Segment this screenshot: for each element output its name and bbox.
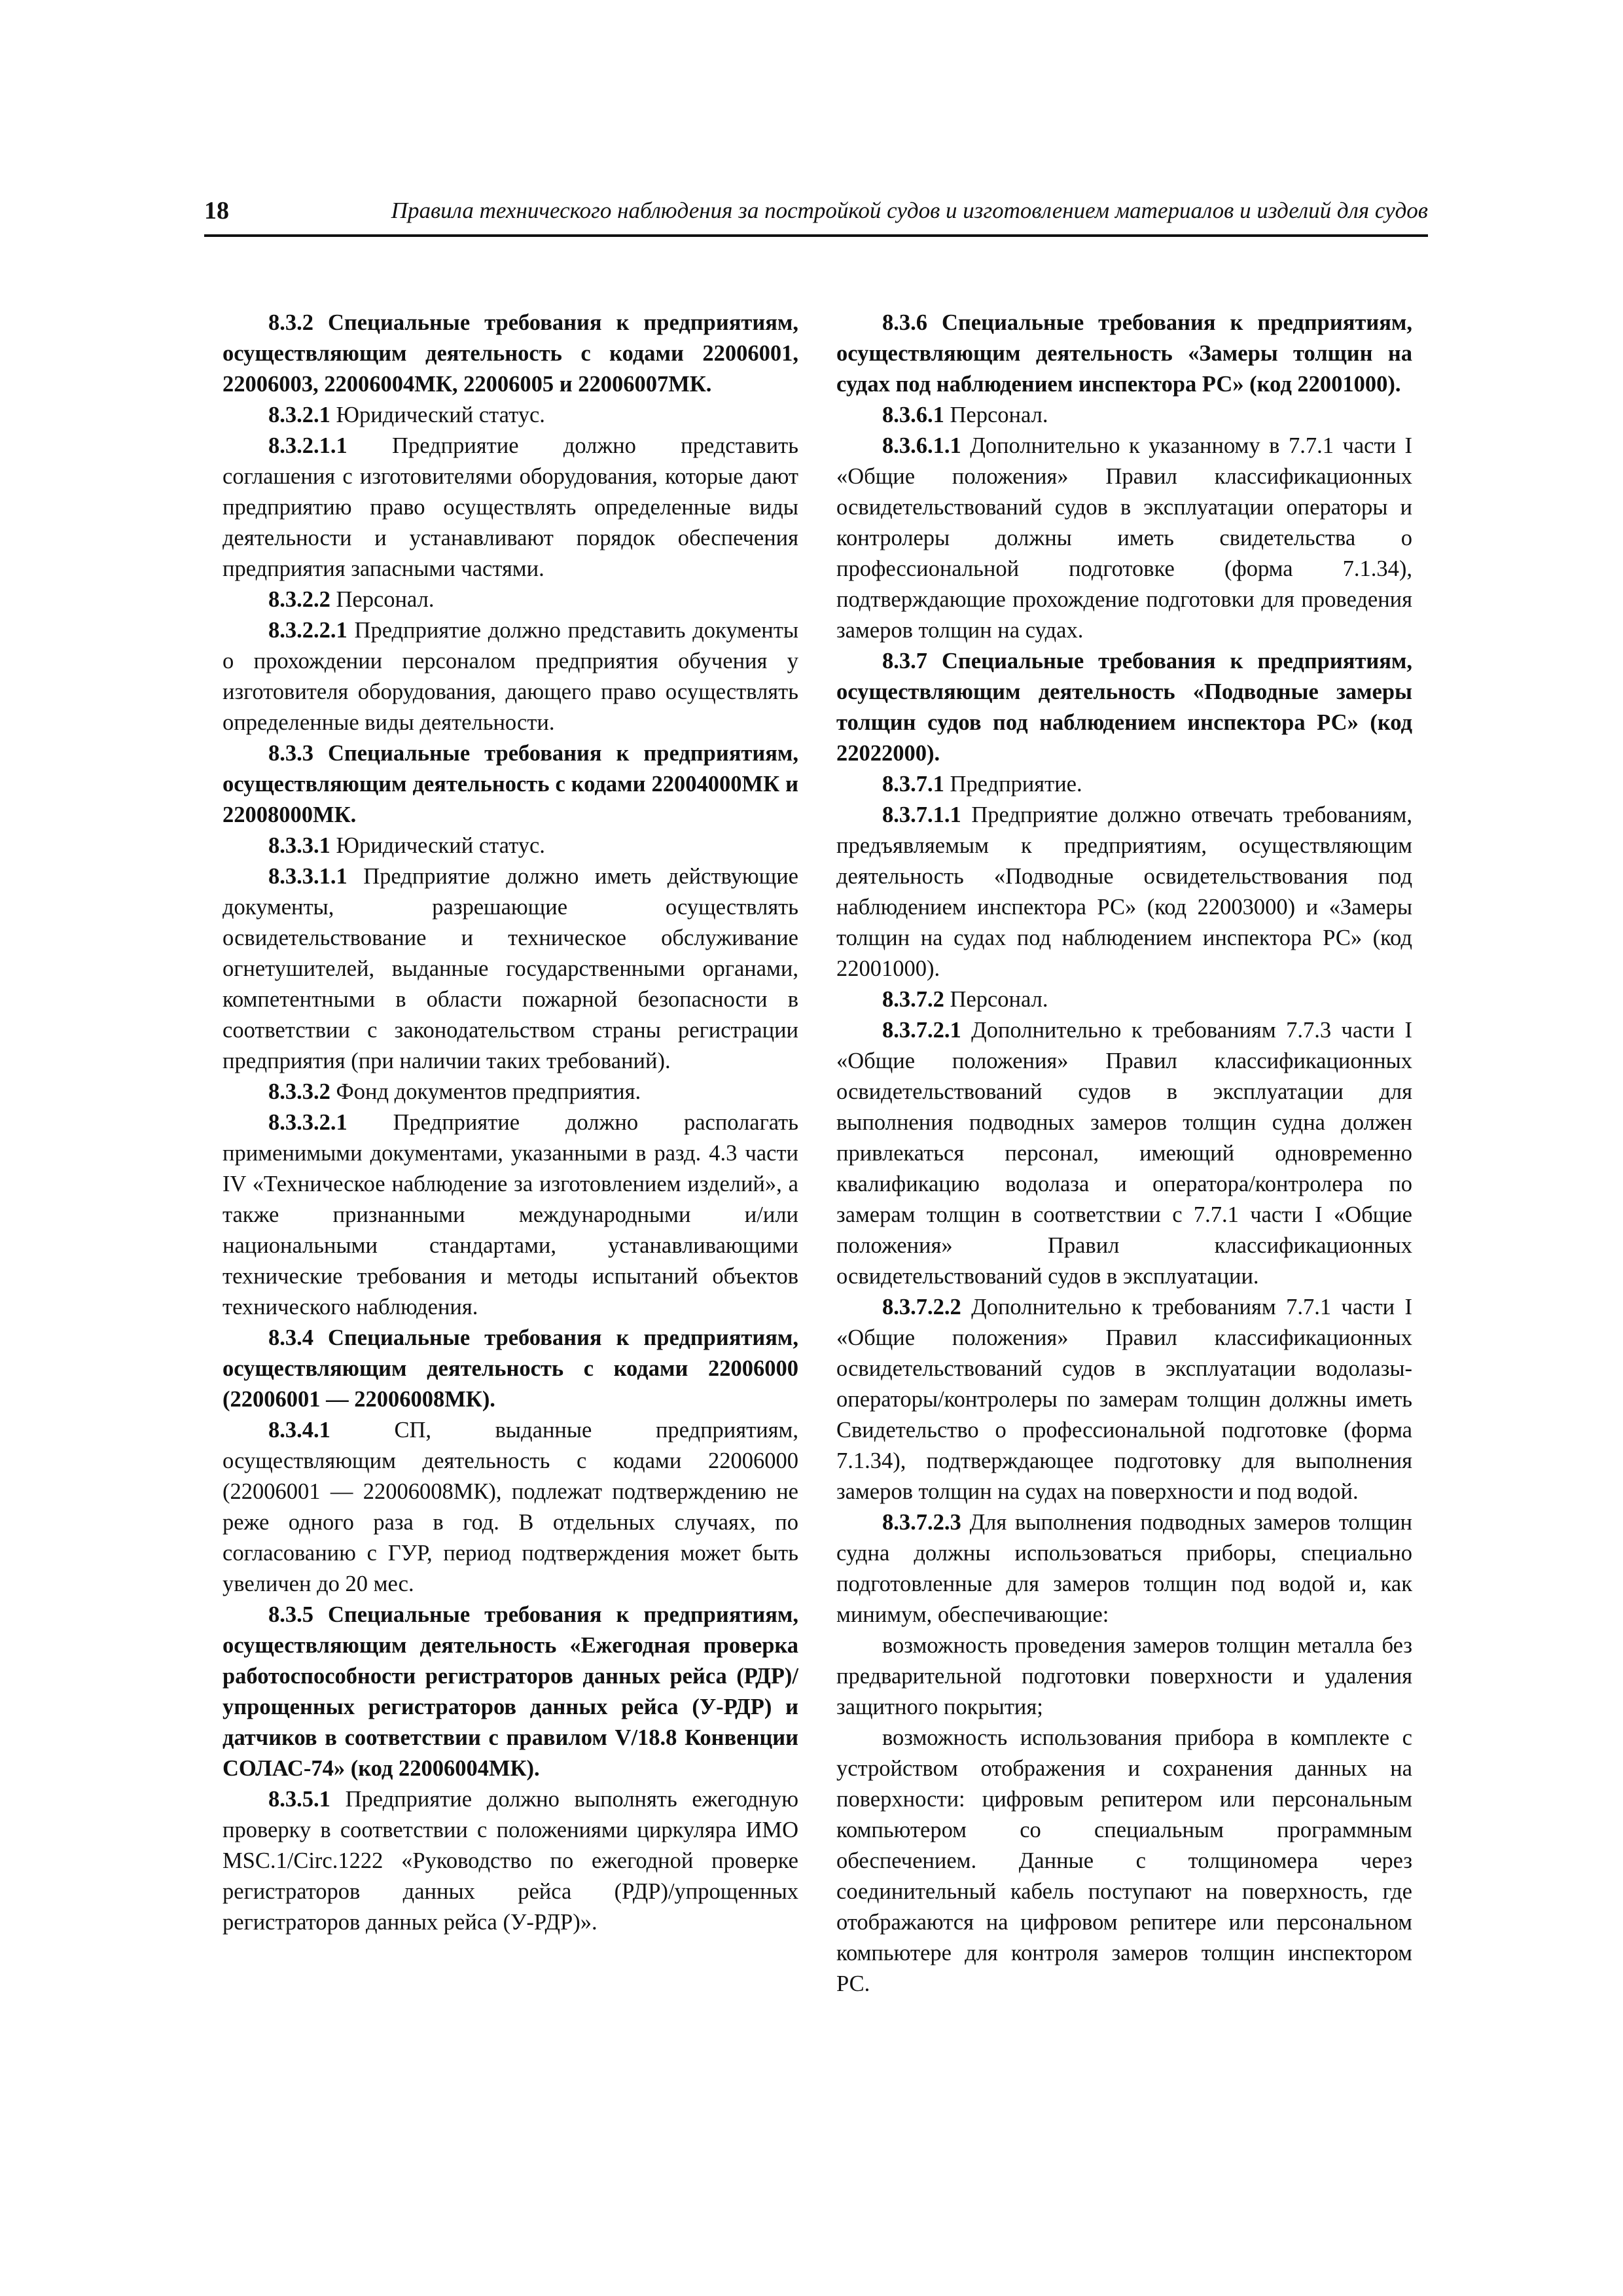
page-number: 18 xyxy=(204,197,229,224)
clause-text: Дополнительно к требованиям 7.7.3 части I «Общие положения» Правил классификационных освидетельствований судов в эксплуатации для выполнения подводных замеров толщин судна должен привлекаться персонал, имеющий одновременно квалификацию водолаза и оператора/контролера по замерам толщин в соответствии с 7.7.1 части I «Общие положения» Правил классификационных освидетельствований судов в эксплуатации. xyxy=(836,1018,1412,1289)
paragraph xyxy=(223,1415,798,1600)
paragraph xyxy=(836,1292,1412,1507)
clause-text: Предприятие должно представить документы о прохождении персоналом предприятия обучения у изготовителя оборудования, дающего право осуществлять определенные виды деятельности. xyxy=(223,618,798,735)
clause-number: 8.3.7.2.1 xyxy=(882,1018,961,1043)
clause-number: 8.3.5.1 xyxy=(268,1787,330,1812)
right-column xyxy=(836,308,1412,2000)
clause-number: 8.3.7.1.1 xyxy=(882,802,961,827)
paragraph xyxy=(836,984,1412,1015)
paragraph xyxy=(223,1077,798,1107)
paragraph xyxy=(223,1107,798,1323)
clause-number: 8.3.7.1 xyxy=(882,772,944,797)
clause-text: Специальные требования к предприятиям, осуществляющим деятельность «Замеры толщин на судах под наблюдением инспектора РС» (код 22001000). xyxy=(836,310,1412,397)
clause-text: Юридический статус. xyxy=(330,833,545,858)
clause-text: Предприятие должно выполнять ежегодную проверку в соответствии с положениями циркуляра ИМО MSC.1/Circ.1222 «Руководство по ежегодной проверке регистраторов данных рейса (РДР)/упрощенных регистраторов данных рейса (У-РДР)». xyxy=(223,1787,798,1935)
clause-text: Предприятие должно располагать применимыми документами, указанными в разд. 4.3 части IV «Техническое наблюдение за изготовлением изделий», а также признанными международными и/или национальными стандартами, устанавливающими технические требования и методы испытаний объектов технического наблюдения. xyxy=(223,1110,798,1319)
paragraph xyxy=(836,308,1412,400)
paragraph xyxy=(836,1507,1412,1630)
paragraph xyxy=(223,861,798,1077)
clause-number: 8.3.7.2 xyxy=(882,987,944,1012)
clause-text: Предприятие. xyxy=(944,772,1082,797)
clause-number: 8.3.7.2.2 xyxy=(882,1295,961,1319)
paragraph xyxy=(223,615,798,738)
clause-number: 8.3.2.2 xyxy=(268,587,330,612)
clause-text: Специальные требования к предприятиям, осуществляющим деятельность с кодами 22006000 (22006001 — 22006008МК). xyxy=(223,1325,798,1412)
clause-number: 8.3.6.1 xyxy=(882,403,944,427)
running-title: Правила технического наблюдения за постройкой судов и изготовлением материалов и изделий для судов xyxy=(391,198,1428,223)
clause-text: Специальные требования к предприятиям, осуществляющим деятельность «Ежегодная проверка работоспособности регистраторов данных рейса (РДР)/упрощенных регистраторов данных рейса (У-РДР) и датчиков в соответствии с правилом V/18.8 Конвенции СОЛАС-74» (код 22006004МК). xyxy=(223,1602,798,1781)
clause-number: 8.3.2.1 xyxy=(268,403,330,427)
paragraph xyxy=(223,831,798,861)
clause-text: возможность проведения замеров толщин металла без предварительной подготовки поверхности и удаления защитного покрытия; xyxy=(836,1633,1412,1719)
clause-text: Предприятие должно представить соглашения с изготовителями оборудования, которые дают предприятию право осуществлять определенные виды деятельности и устанавливают порядок обеспечения предприятия запасными частями. xyxy=(223,433,798,581)
clause-number: 8.3.2.2.1 xyxy=(268,618,348,643)
clause-text: Персонал. xyxy=(944,987,1048,1012)
clause-text: Дополнительно к указанному в 7.7.1 части I «Общие положения» Правил классификационных освидетельствований судов в эксплуатации операторы и контролеры должны иметь свидетельства о профессиональной подготовке (форма 7.1.34), подтверждающие прохождение подготовки для проведения замеров толщин на судах. xyxy=(836,433,1412,643)
paragraph xyxy=(836,1015,1412,1292)
clause-text: Для выполнения подводных замеров толщин судна должны использоваться приборы, специально подготовленные для замеров толщин под водой и, как минимум, обеспечивающие: xyxy=(836,1510,1412,1627)
clause-number: 8.3.3.2.1 xyxy=(268,1110,348,1135)
paragraph xyxy=(836,800,1412,984)
clause-text: Предприятие должно отвечать требованиям, предъявляемым к предприятиям, осуществляющим деятельность «Подводные освидетельствования под наблюдением инспектора РС» (код 22003000) и «Замеры толщин на судах под наблюдением инспектора РС» (код 22001000). xyxy=(836,802,1412,981)
paragraph xyxy=(836,400,1412,431)
clause-number: 8.3.3.1.1 xyxy=(268,864,348,889)
clause-text: Специальные требования к предприятиям, осуществляющим деятельность с кодами 22004000МК и 22008000МК. xyxy=(223,741,798,827)
clause-text: Предприятие должно иметь действующие документы, разрешающие осуществлять освидетельствование и техническое обслуживание огнетушителей, выданные государственными органами, компетентными в области пожарной безопасности в соответствии с законодательством страны регистрации предприятия (при наличии таких требований). xyxy=(223,864,798,1073)
paragraph xyxy=(223,584,798,615)
clause-number: 8.3.6 xyxy=(882,310,927,335)
clause-number: 8.3.5 xyxy=(268,1602,313,1627)
clause-number: 8.3.6.1.1 xyxy=(882,433,961,458)
clause-number: 8.3.3.2 xyxy=(268,1079,330,1104)
clause-number: 8.3.4 xyxy=(268,1325,313,1350)
clause-text: Специальные требования к предприятиям, осуществляющим деятельность «Подводные замеры толщин судов под наблюдением инспектора РС» (код 22022000). xyxy=(836,649,1412,766)
clause-text: Персонал. xyxy=(330,587,435,612)
paragraph xyxy=(223,1784,798,1938)
list-item xyxy=(836,1630,1412,1723)
list-item xyxy=(836,1723,1412,2000)
clause-text: СП, выданные предприятиям, осуществляющим деятельность с кодами 22006000 (22006001 — 22006008МК), подлежат подтверждению не реже одного раза в год. В отдельных случаях, по согласованию с ГУР, период подтверждения может быть увеличен до 20 мес. xyxy=(223,1418,798,1596)
clause-text: Фонд документов предприятия. xyxy=(330,1079,641,1104)
header-rule xyxy=(204,234,1428,237)
paragraph xyxy=(836,769,1412,800)
paragraph xyxy=(223,308,798,400)
paragraph xyxy=(223,431,798,584)
paragraph xyxy=(836,431,1412,646)
paragraph xyxy=(836,646,1412,769)
clause-number: 8.3.4.1 xyxy=(268,1418,330,1443)
clause-number: 8.3.2 xyxy=(268,310,313,335)
paragraph xyxy=(223,1600,798,1784)
clause-number: 8.3.7 xyxy=(882,649,927,673)
clause-text: Дополнительно к требованиям 7.7.1 части I «Общие положения» Правил классификационных освидетельствований судов в эксплуатации водолазы-операторы/контролеры по замерам толщин должны иметь Свидетельство о профессиональной подготовке (форма 7.1.34), подтверждающее подготовку для выполнения замеров толщин на судах на поверхности и под водой. xyxy=(836,1295,1412,1504)
clause-number: 8.3.3 xyxy=(268,741,313,766)
paragraph xyxy=(223,400,798,431)
clause-text: Персонал. xyxy=(944,403,1048,427)
clause-text: Юридический статус. xyxy=(330,403,545,427)
clause-number: 8.3.2.1.1 xyxy=(268,433,348,458)
paragraph xyxy=(223,738,798,831)
clause-text: Специальные требования к предприятиям, осуществляющим деятельность с кодами 22006001, 22006003, 22006004МК, 22006005 и 22006007МК. xyxy=(223,310,798,397)
left-column xyxy=(223,308,798,1938)
page-header xyxy=(204,196,1428,236)
clause-number: 8.3.3.1 xyxy=(268,833,330,858)
clause-text: возможность использования прибора в комплекте с устройством отображения и сохранения данных на поверхности: цифровым репитером или персональным компьютером со специальным программным обеспечением. Данные с толщиномера через соединительный кабель поступают на поверхность, где отображаются на цифровом репитере или персональном компьютере для контроля замеров толщин инспектором РС. xyxy=(836,1725,1412,1996)
clause-number: 8.3.7.2.3 xyxy=(882,1510,961,1535)
paragraph xyxy=(223,1323,798,1415)
